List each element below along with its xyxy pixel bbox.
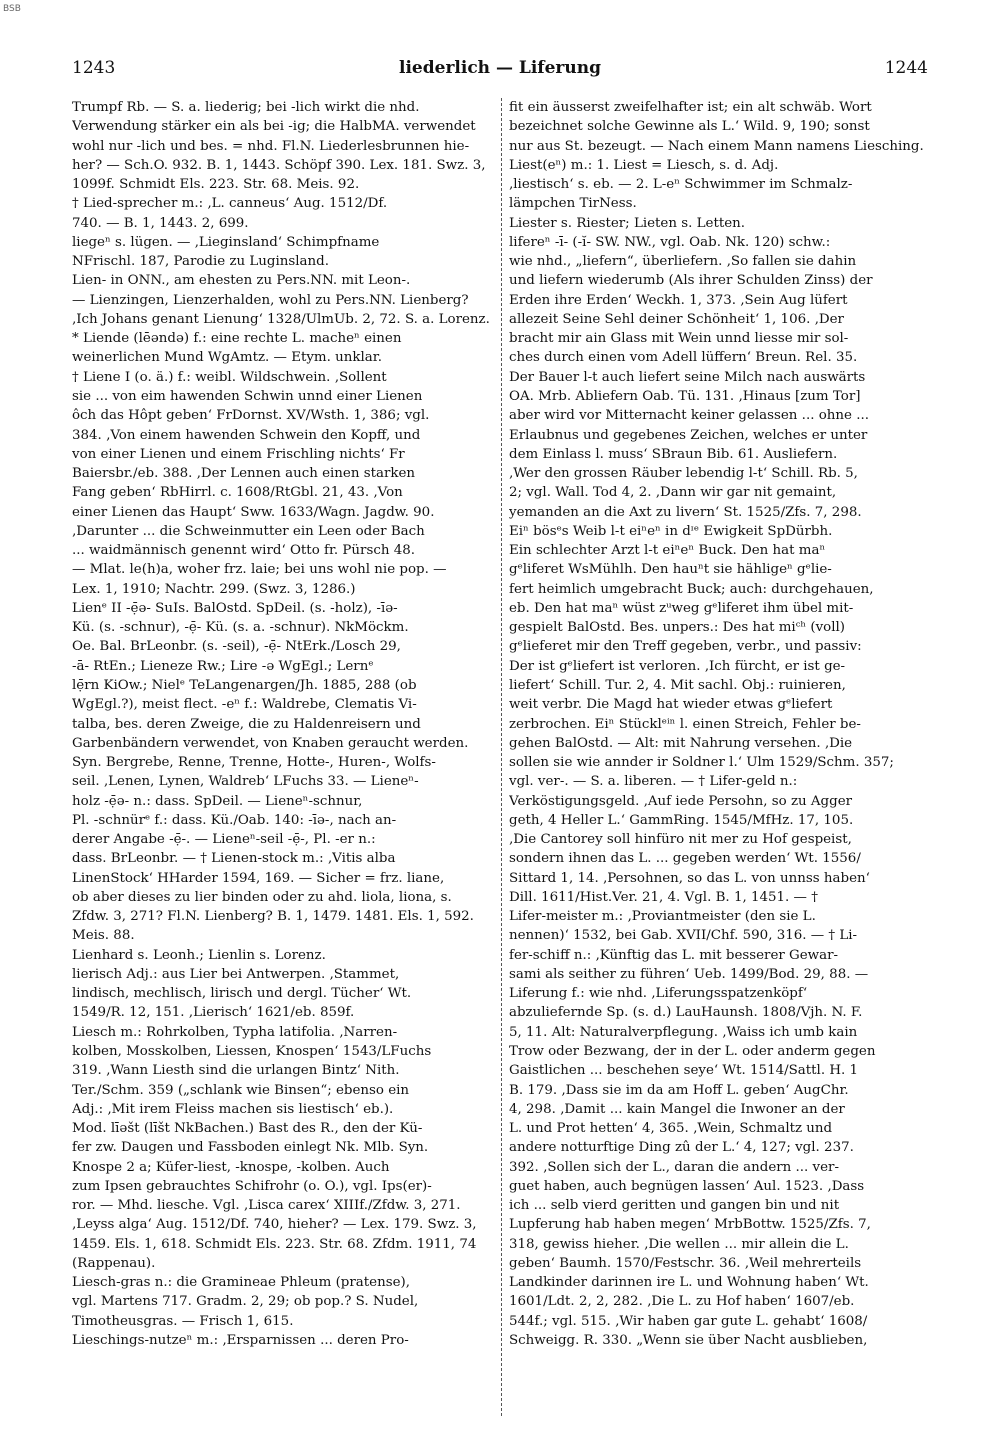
text-line-content: fer-schiff n.: ‚Künftig das L. mit besserer Gewar- [509,947,839,963]
text-line-content: und liefern wiederumb (Als ihrer Schulden Zinss) der [509,273,873,289]
text-line [509,1292,930,1311]
text-line [72,637,495,656]
text-line-content: abzuliefernde Sp. (s. d.) LauHaunsh. 1808/Vjh. N. F. [509,1005,863,1021]
text-line [72,984,495,1003]
text-line-content: aber wird vor Mitternacht keiner gelassen ... ohne ... [509,408,869,424]
text-line [72,464,495,483]
text-line-content: 544f.; vgl. 515. ‚Wir haben gar gute L. gehabt‘ 1608/ [509,1313,868,1329]
text-line-content: gᵉlieferet mir den Treff gegeben, verbr., und passiv: [509,639,862,655]
text-line [509,137,930,156]
text-line-content: -ā- RtEn.; Lieneze Rw.; Lire -ə WgEgl.; Lernᵉ [72,658,374,674]
text-line [509,252,930,271]
text-line-content: 740. — B. 1, 1443. 2, 699. [72,215,249,231]
text-line [509,1119,930,1138]
text-line [509,1023,930,1042]
text-line-content: sie ... von eim hawenden Schwin unnd einer Lienen [72,388,423,404]
text-line-content: allezeit Seine Sehl deiner Schönheit‘ 1, 106. ‚Der [509,311,844,327]
text-line [509,445,930,464]
text-line-content: 2; vgl. Wall. Tod 4, 2. ‚Dann wir gar nit gemaint, [509,485,837,501]
text-line-content: Liferung f.: wie nhd. ‚Liferungsspatzenköpf‘ [509,986,808,1002]
text-line-content: Liester s. Riester; Lieten s. Letten. [509,215,746,231]
text-line-content: talba, bes. deren Zweige, die zu Haldenreisern und [72,716,421,732]
text-line-content: Garbenbändern verwendet, von Knaben geraucht werden. [72,735,469,751]
text-line [72,1312,495,1331]
text-line-content: Timotheusgras. — Frisch 1, 615. [72,1313,294,1329]
text-line [72,965,495,984]
text-line [509,1158,930,1177]
text-line [72,772,495,791]
text-line-content: Knospe 2 a; Küfer-liest, -knospe, -kolben. Auch [72,1159,390,1175]
text-line [72,117,495,136]
text-line [509,753,930,772]
left-column [72,98,495,1416]
text-line-content: † Lied-sprecher m.: ‚L. canneus‘ Aug. 1512/Df. [72,196,388,212]
text-line [72,445,495,464]
text-line [72,946,495,965]
text-line-content: guet haben, auch begnügen lassen‘ Aul. 1523. ‚Dass [509,1178,865,1194]
text-line [72,271,495,290]
text-line [509,117,930,136]
text-line [72,348,495,367]
text-line-content: * Liende (lēəndə) f.: eine rechte L. macheⁿ einen [72,331,402,347]
text-line [509,368,930,387]
page-title: liederlich — Liferung [399,58,601,78]
text-line [509,1196,930,1215]
text-line-content: ob aber dieses zu lier binden oder zu ahd. liola, liona, s. [72,889,452,905]
text-line-content: lifereⁿ -ī- (-ĭ- SW. NW., vgl. Oab. Nk. 120) schw.: [509,234,831,250]
text-line [72,522,495,541]
text-line-content: kolben, Mosskolben, Liessen, Knospen‘ 1543/LFuchs [72,1044,432,1060]
text-line-content: Der Bauer l-t auch liefert seine Milch nach auswärts [509,369,866,385]
text-line-content: Trow oder Bezwang, der in der L. oder anderm gegen [509,1044,876,1060]
text-line [509,772,930,791]
text-line [509,291,930,310]
text-line [509,175,930,194]
text-line [72,175,495,194]
text-line [509,406,930,425]
text-line [509,1254,930,1273]
text-line-content: fert heimlich umgebracht Buck; auch: durchgehauen, [509,581,874,597]
text-line [72,1235,495,1254]
text-line [509,1235,930,1254]
page-number-left: 1243 [72,58,116,78]
page-number-right: 1244 [884,58,928,78]
text-line [72,329,495,348]
text-line-content: WgEgl.?), meist flect. -eⁿ f.: Waldrebe, Clematis Vi- [72,697,417,713]
text-line-content: von einer Lienen und einem Frischling nichts‘ Fr [72,446,405,462]
text-line [509,387,930,406]
text-line-content: geth, 4 Heller L.‘ GammRing. 1545/MfHz. 17, 105. [509,812,854,828]
text-line-content: † Liene I (o. ä.) f.: weibl. Wildschwein. ‚Sollent [72,369,387,385]
text-line-content: andere notturftige Ding zû der L.‘ 4, 127; vgl. 237. [509,1140,854,1156]
text-line-content: LinenStock‘ HHarder 1594, 169. — Sicher = frz. liane, [72,870,445,886]
text-line [509,310,930,329]
text-line [72,1061,495,1080]
text-line [72,1177,495,1196]
text-line [509,984,930,1003]
text-line-content: Verköstigungsgeld. ‚Auf iede Persohn, so zu Agger [509,793,853,809]
text-line-content: lẹ̄rn KiOw.; Nielᵉ TeLangenargen/Jh. 1885, 288 (ob [72,677,417,693]
page-header [72,58,928,84]
text-line-content: gehen BalOstd. — Alt: mit Nahrung versehen. ‚Die [509,735,853,751]
text-line [509,541,930,560]
text-line [72,310,495,329]
text-line-content: 384. ‚Von einem hawenden Schwein den Kopff, und [72,427,421,443]
text-line [509,811,930,830]
text-line-content: L. und Prot hetten‘ 4, 365. ‚Wein, Schmaltz und [509,1121,833,1137]
text-line-content: ‚Ich Johans genant Lienung‘ 1328/UlmUb. 2, 72. S. a. Lorenz. [72,311,490,327]
text-line [509,734,930,753]
text-line [509,907,930,926]
text-line [72,1138,495,1157]
text-line-content: Adj.: ‚Mit irem Fleiss machen sis liestisch‘ eb.). [72,1101,394,1117]
text-line-content: ror. — Mhd. liesche. Vgl. ‚Lisca carex‘ XIIIf./Zfdw. 3, 271. [72,1198,461,1214]
library-corner-mark: BSB [3,4,21,14]
text-line [72,1292,495,1311]
text-line-content: ‚Leyss alga‘ Aug. 1512/Df. 740, hieher? — Lex. 179. Swz. 3, [72,1217,477,1233]
text-line [509,888,930,907]
text-line-content: Zfdw. 3, 271? Fl.N. Lienberg? B. 1, 1479. 1481. Els. 1, 592. [72,909,474,925]
text-line-content: Lifer-meister m.: ‚Proviantmeister (den sie L. [509,909,816,925]
text-line-content: Gaistlichen ... beschehen seye‘ Wt. 1514/Sattl. H. 1 [509,1063,859,1079]
text-line-content: B. 179. ‚Dass sie im da am Hoff L. geben‘ AugChr. [509,1082,849,1098]
text-line [72,1254,495,1273]
text-line-content: ôch das Hôpt geben‘ FrDornst. XV/Wsth. 1, 386; vgl. [72,408,430,424]
text-line [509,1273,930,1292]
text-line-content: derer Angabe -ẹ̄-. — Lieneⁿ-seil -ẹ̄-, Pl. -er n.: [72,832,376,848]
text-line-content: Erden ihre Erden‘ Weckh. 1, 373. ‚Sein Aug lüfert [509,292,848,308]
text-line-content: Verwendung stärker ein als bei -ig; die HalbMA. verwendet [72,119,476,135]
text-line-content: liegeⁿ s. lügen. — ‚Lieginsland‘ Schimpfname [72,234,380,250]
text-line-content: 1601/Ldt. 2, 2, 282. ‚Die L. zu Hof haben‘ 1607/eb. [509,1294,855,1310]
text-line-content: sollen sie wie annder ir Soldner l.‘ Ulm 1529/Schm. 357; [509,755,894,771]
text-line-content: her? — Sch.O. 932. B. 1, 1443. Schöpf 390. Lex. 181. Swz. 3, [72,157,486,173]
text-line [72,1215,495,1234]
column-divider [501,98,502,1416]
text-line [72,715,495,734]
text-line-content: holz -ẹ̄ə- n.: dass. SpDeil. — Lieneⁿ-schnur, [72,793,363,809]
text-line-content: nur aus St. bezeugt. — Nach einem Mann namens Liesching. [509,138,924,154]
text-line-content: 5, 11. Alt: Naturalverpflegung. ‚Waiss ich umb kain [509,1024,858,1040]
text-line [509,715,930,734]
text-line-content: fer zw. Daugen und Fassboden einlegt Nk. Mlb. Syn. [72,1140,429,1156]
text-line [72,753,495,772]
text-line-content: ich ... selb vierd geritten und gangen bin und nit [509,1198,840,1214]
text-line [72,233,495,252]
text-line [509,426,930,445]
text-line-content: Mod. līəšt (līšt NkBachen.) Bast des R., den der Kü- [72,1121,423,1137]
text-line [72,1273,495,1292]
text-line-content: Ter./Schm. 359 („schlank wie Binsen“; ebenso ein [72,1082,410,1098]
text-line-content: gespielt BalOstd. Bes. unpers.: Des hat miᶜʰ (voll) [509,620,846,636]
text-line-content: sondern ihnen das L. ... gegeben werden‘ Wt. 1556/ [509,851,861,867]
text-line [509,1312,930,1331]
text-line [72,1003,495,1022]
text-line-content: 4, 298. ‚Damit ... kain Mangel die Inwoner an der [509,1101,845,1117]
text-line-content: zerbrochen. Eiⁿ Stücklᵉⁱⁿ l. einen Streich, Fehler be- [509,716,861,732]
text-line [509,1081,930,1100]
text-line [72,387,495,406]
text-line-content: Schweigg. R. 330. „Wenn sie über Nacht ausblieben, [509,1333,868,1348]
text-line [509,869,930,888]
text-line [72,252,495,271]
text-line [72,1119,495,1138]
text-line-content: 1099f. Schmidt Els. 223. Str. 68. Meis. 92. [72,177,360,193]
text-line [72,426,495,445]
text-line-content: liefert‘ Schill. Tur. 2, 4. Mit sachl. Obj.: ruinieren, [509,677,846,693]
text-line-content: Baiersbr./eb. 388. ‚Der Lennen auch einen starken [72,466,416,482]
text-line-content: vgl. Martens 717. Gradm. 2, 29; ob pop.? S. Nudel, [72,1294,419,1310]
text-line-content: Lien- in ONN., am ehesten zu Pers.NN. mit Leon-. [72,273,411,289]
text-line-content: (Rappenau). [72,1255,156,1271]
text-line-content: Oe. Bal. BrLeonbr. (s. -seil), -ẹ̄- NtErk./Losch 29, [72,639,401,655]
text-line-content: Sittard 1, 14. ‚Persohnen, so das L. von unnss haben‘ [509,870,870,886]
text-line-content: Meis. 88. [72,928,135,944]
text-line-content: lindisch, mechlisch, lirisch und dergl. Tücher‘ Wt. [72,986,412,1002]
text-line [72,1042,495,1061]
text-line [72,1100,495,1119]
text-line [509,271,930,290]
text-line-content: 318, gewiss hieher. ‚Die wellen ... mir allein die L. [509,1236,849,1252]
text-line [509,348,930,367]
text-line [509,1331,930,1350]
text-line [72,734,495,753]
text-line-content: ‚Darunter ... die Schweinmutter ein Leen oder Bach [72,523,425,539]
text-line [72,849,495,868]
text-line [509,1177,930,1196]
text-line [509,194,930,213]
text-line [72,1196,495,1215]
text-line-content: Lex. 1, 1910; Nachtr. 299. (Swz. 3, 1286.) [72,581,356,597]
text-line-content: Ein schlechter Arzt l-t eiⁿeⁿ Buck. Den hat maⁿ [509,543,826,559]
text-line [72,137,495,156]
text-line-content: NFrischl. 187, Parodie zu Luginsland. [72,254,329,270]
text-line [72,618,495,637]
text-line-content: Lupferung hab haben megen‘ MrbBottw. 1525/Zfs. 7, [509,1217,871,1233]
text-line [509,637,930,656]
text-line-content: vgl. ver-. — S. a. liberen. — † Lifer-geld n.: [509,774,798,790]
text-line [72,1023,495,1042]
text-line [72,156,495,175]
text-line-content: Lienᵉ II -ẹ̄ə- SuIs. BalOstd. SpDeil. (s. -holz), -īə- [72,600,398,616]
text-line-content: eb. Den hat maⁿ wüst zᵘweg gᵉliferet ihm übel mit- [509,600,854,616]
text-line-content: bezeichnet solche Gewinne als L.‘ Wild. 9, 190; sonst [509,119,870,135]
text-line-content: einer Lienen das Haupt‘ Sww. 1633/Wagn. Jagdw. 90. [72,504,435,520]
text-line [72,560,495,579]
text-line [509,329,930,348]
text-line [509,946,930,965]
text-line [509,233,930,252]
text-line [509,599,930,618]
text-line [72,580,495,599]
text-line [509,214,930,233]
text-line [72,599,495,618]
text-line [509,965,930,984]
text-line-content: Lieschings-nutzeⁿ m.: ‚Ersparnissen ... deren Pro- [72,1333,409,1348]
text-line-content: Lienhard s. Leonh.; Lienlin s. Lorenz. [72,947,326,963]
text-line [72,1081,495,1100]
right-column [509,98,930,1416]
text-line [509,926,930,945]
text-line-content: Fang geben‘ RbHirrl. c. 1608/RtGbl. 21, 43. ‚Von [72,485,403,501]
text-line [509,1061,930,1080]
text-line-content: zum Ipsen gebrauchtes Schifrohr (o. O.), vgl. Ips(er)- [72,1178,432,1194]
text-line-content: Liesch-gras n.: die Gramineae Phleum (pratense), [72,1275,410,1291]
text-line [509,1042,930,1061]
text-line-content: Landkinder darinnen ire L. und Wohnung haben‘ Wt. [509,1275,869,1291]
text-line [72,811,495,830]
text-line-content: Kü. (s. -schnur), -ẹ̄- Kü. (s. a. -schnur). NkMöckm. [72,620,409,636]
text-line-content: nennen)‘ 1532, bei Gab. XVII/Chf. 590, 316. — † Li- [509,928,858,944]
text-line-content: seil. ‚Lenen, Lynen, Waldreb‘ LFuchs 33. — Lieneⁿ- [72,774,419,790]
text-line [72,291,495,310]
text-line-content: 392. ‚Sollen sich der L., daran die andern ... ver- [509,1159,839,1175]
text-line-content: — Lienzingen, Lienzerhalden, wohl zu Pers.NN. Lienberg? [72,292,469,308]
text-line [72,406,495,425]
text-line [509,560,930,579]
text-line-content: Eiⁿ bösᵉs Weib l-t eiⁿeⁿ in dᶦᵉ Ewigkeit SpDürbh. [509,523,833,539]
text-line-content: gᵉliferet WsMühlh. Den hauⁿt sie hähligeⁿ gᵉlie- [509,562,832,578]
text-line [509,792,930,811]
text-line-content: Trumpf Rb. — S. a. liederig; bei -lich wirkt die nhd. [72,100,420,115]
text-line-content: weinerlichen Mund WgAmtz. — Etym. unklar. [72,350,382,366]
text-line [72,869,495,888]
text-line-content: ‚Wer den grossen Räuber lebendig l-t‘ Schill. Rb. 5, [509,466,858,482]
text-line [509,503,930,522]
text-line [72,98,495,117]
text-line-content: ‚liestisch‘ s. eb. — 2. L-eⁿ Schwimmer im Schmalz- [509,177,853,193]
text-line-content: Syn. Bergrebe, Renne, Trenne, Hotte-, Huren-, Wolfs- [72,755,436,771]
text-line [72,907,495,926]
text-line [72,503,495,522]
text-line-content: fit ein äusserst zweifelhafter ist; ein alt schwäb. Wort [509,100,872,115]
text-line [509,657,930,676]
text-line [72,888,495,907]
text-line [72,695,495,714]
text-line [509,1138,930,1157]
text-line-content: bracht mir ain Glass mit Wein unnd liesse mir sol- [509,331,849,347]
text-line [72,792,495,811]
text-line-content: Liesch m.: Rohrkolben, Typha latifolia. ‚Narren- [72,1024,398,1040]
text-line-content: 1459. Els. 1, 618. Schmidt Els. 223. Str. 68. Zfdm. 1911, 74 [72,1236,477,1252]
text-line-content: Der ist gᵉliefert ist verloren. ‚Ich fürcht, er ist ge- [509,658,846,674]
text-line-content: Liest(eⁿ) m.: 1. Liest = Liesch, s. d. Adj. [509,157,779,173]
text-line-content: weit verbr. Die Magd hat wieder etwas gᵉliefert [509,697,833,713]
text-line [509,464,930,483]
text-line-content: dass. BrLeonbr. — † Lienen-stock m.: ‚Vitis alba [72,851,396,867]
text-line-content: — Mlat. le(h)a, woher frz. laie; bei uns wohl nie pop. — [72,562,447,578]
text-line-content: Pl. -schnürᵉ f.: dass. Kü./Oab. 140: -īə-, nach an- [72,812,397,828]
text-line-content: 1549/R. 12, 151. ‚Lierisch‘ 1621/eb. 859f. [72,1005,355,1021]
text-line [509,522,930,541]
text-line-content: lierisch Adj.: aus Lier bei Antwerpen. ‚Stammet, [72,966,400,982]
text-line-content: dem Einlass l. muss‘ SBraun Bib. 61. Ausliefern. [509,446,838,462]
text-line-content: lämpchen TirNess. [509,196,637,212]
text-line [509,676,930,695]
text-line-content: wohl nur -lich und bes. = nhd. Fl.N. Liederlesbrunnen hie- [72,138,470,154]
text-line [72,1331,495,1350]
text-line [72,1158,495,1177]
text-line-content: Dill. 1611/Hist.Ver. 21, 4. Vgl. B. 1, 1451. — † [509,889,818,905]
text-line [72,926,495,945]
text-line-content: sami als seither zu führen‘ Ueb. 1499/Bod. 29, 88. — [509,966,869,982]
text-line [72,194,495,213]
text-line-content: ches durch einen vom Adell lüffern‘ Breun. Rel. 35. [509,350,858,366]
text-line-content: Erlaubnus und gegebenes Zeichen, welches er unter [509,427,868,443]
text-line [509,156,930,175]
text-line-content: geben‘ Baumh. 1570/Festschr. 36. ‚Weil mehrerteils [509,1255,862,1271]
text-line [509,830,930,849]
text-line [72,657,495,676]
text-line [72,368,495,387]
text-line [509,849,930,868]
text-line [509,1100,930,1119]
text-line-content: ‚Die Cantorey soll hinfüro nit mer zu Hof gespeist, [509,832,852,848]
text-line [509,580,930,599]
text-line [509,98,930,117]
text-line [509,1215,930,1234]
text-line-content: ... waidmännisch genennt wird‘ Otto fr. Pürsch 48. [72,543,415,559]
text-line [72,483,495,502]
text-line [509,618,930,637]
text-line-content: 319. ‚Wann Liesth sind die urlangen Bintz‘ Nith. [72,1063,400,1079]
text-line [509,483,930,502]
text-line [72,676,495,695]
text-line-content: OA. Mrb. Abliefern Oab. Tü. 131. ‚Hinaus [zum Tor] [509,388,861,404]
text-line-content: wie nhd., „liefern“, überliefern. ‚So fallen sie dahin [509,254,857,270]
text-line [509,1003,930,1022]
text-line [509,695,930,714]
text-line [72,541,495,560]
text-line [72,214,495,233]
text-line-content: yemanden an die Axt zu livern‘ St. 1525/Zfs. 7, 298. [509,504,862,520]
text-line [72,830,495,849]
